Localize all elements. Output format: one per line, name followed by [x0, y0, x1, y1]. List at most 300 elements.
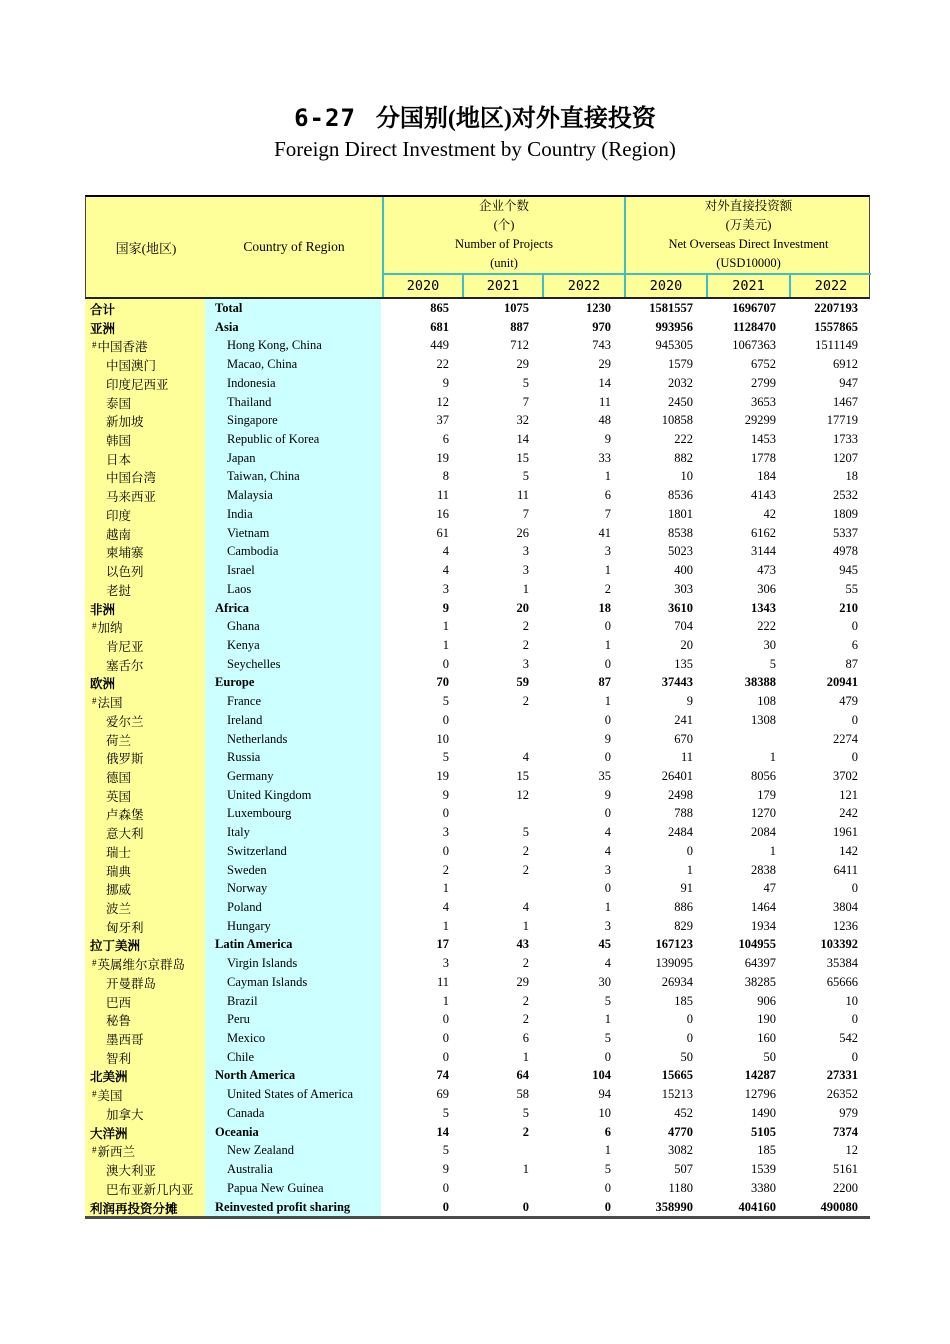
country-name-cn — [85, 823, 205, 842]
value-cell: 91 — [680, 881, 693, 896]
value-cell: 1490 — [751, 1105, 776, 1120]
value-cell: 2532 — [833, 488, 858, 503]
country-name-en: North America — [205, 1066, 381, 1085]
value-cell: 1 — [604, 900, 611, 914]
country-name-en: Hungary — [205, 917, 381, 936]
country-name-en: Switzerland — [205, 842, 381, 861]
value-cell: 9 — [442, 1162, 449, 1177]
value-cell: 26401 — [661, 768, 693, 783]
country-name-en: France — [205, 692, 381, 711]
value-cell: 5023 — [668, 544, 693, 559]
value-cell: 1308 — [751, 712, 776, 727]
year-header: 2022 — [789, 273, 871, 297]
value-cell: 35384 — [826, 956, 858, 971]
country-cn-text: 墨西哥 — [106, 1033, 144, 1048]
country-cn-text: 开曼群岛 — [106, 976, 157, 991]
country-name-cn — [85, 580, 205, 599]
country-cn-text: 日本 — [106, 452, 132, 467]
value-cell: 5 — [522, 469, 529, 484]
country-cn-text: 越南 — [106, 527, 132, 542]
country-name-cn — [85, 1085, 205, 1104]
value-cell — [461, 1179, 541, 1198]
value-cell: 788 — [674, 806, 693, 821]
value-cell: 48 — [598, 413, 611, 428]
value-cell: 2207193 — [814, 301, 858, 315]
country-cn-text: 巴西 — [106, 995, 132, 1010]
country-cn-text: 波兰 — [106, 902, 132, 916]
hash-mark: # — [92, 340, 97, 351]
country-name-cn — [85, 542, 205, 561]
value-cell: 2 — [522, 1124, 529, 1139]
value-cell: 1809 — [833, 506, 858, 521]
country-name-en: Indonesia — [205, 374, 381, 393]
value-cell: 829 — [674, 918, 693, 933]
value-cell: 15 — [516, 768, 529, 783]
value-cell: 5 — [442, 750, 449, 765]
value-cell: 5 — [442, 1143, 449, 1158]
value-cell: 1075 — [504, 301, 529, 315]
country-cn-text: 新西兰 — [97, 1145, 136, 1160]
value-cell: 29299 — [744, 413, 776, 428]
value-cell: 9 — [604, 787, 611, 802]
value-cell: 38285 — [744, 974, 776, 989]
value-cell: 5 — [769, 656, 776, 671]
year-header: 2021 — [462, 273, 542, 297]
value-cell: 70 — [436, 675, 449, 690]
value-cell: 6 — [604, 1124, 611, 1139]
value-cell: 11 — [516, 488, 529, 503]
country-name-cn — [85, 992, 205, 1011]
value-cell: 1511149 — [815, 338, 858, 353]
country-cn-text: 俄罗斯 — [106, 752, 144, 767]
value-cell: 0 — [604, 619, 611, 634]
value-cell: 37443 — [661, 675, 693, 690]
value-cell: 3144 — [751, 544, 776, 559]
value-cell: 2 — [522, 862, 529, 877]
country-name-en: Laos — [205, 580, 381, 599]
country-cn-text: 北美洲 — [90, 1070, 128, 1085]
country-name-en: Italy — [205, 823, 381, 842]
country-name-en: Cambodia — [205, 542, 381, 561]
country-name-cn — [85, 898, 205, 917]
value-cell: 404160 — [738, 1199, 776, 1214]
value-cell: 704 — [674, 619, 693, 634]
value-cell: 1 — [442, 619, 449, 634]
country-cn-text: 匈牙利 — [106, 920, 144, 935]
value-cell: 3380 — [751, 1180, 776, 1195]
value-cell: 5105 — [751, 1124, 776, 1139]
value-cell: 11 — [680, 750, 693, 765]
page-title — [0, 98, 950, 133]
value-cell: 4 — [604, 956, 611, 971]
value-cell: 222 — [757, 619, 776, 634]
value-cell: 2838 — [751, 862, 776, 877]
value-cell: 3 — [604, 544, 611, 559]
hash-mark: # — [92, 696, 97, 707]
country-name-en: Thailand — [205, 393, 381, 412]
value-cell: 0 — [604, 806, 611, 821]
header-investment-en: Net Overseas Direct Investment — [668, 237, 829, 251]
value-cell: 8536 — [668, 488, 693, 503]
header-investment-cn-unit: (万美元) — [725, 218, 772, 232]
value-cell: 670 — [674, 731, 693, 746]
value-cell: 2 — [522, 694, 529, 709]
country-name-en: Asia — [205, 318, 381, 337]
value-cell: 542 — [839, 1031, 858, 1046]
country-name-cn — [85, 1160, 205, 1179]
table-number: 6-27 — [294, 104, 356, 132]
value-cell: 167123 — [655, 937, 693, 952]
country-cn-text: 印度尼西亚 — [106, 377, 169, 392]
country-cn-text: 爱尔兰 — [106, 714, 144, 729]
value-cell: 0 — [442, 1199, 449, 1214]
header-projects-en-unit: (unit) — [490, 256, 518, 270]
value-cell: 1778 — [751, 450, 776, 465]
value-cell: 5337 — [833, 525, 858, 540]
value-cell: 1343 — [751, 600, 776, 615]
country-name-en: New Zealand — [205, 1141, 381, 1160]
value-cell: 449 — [430, 338, 449, 353]
country-cn-text: 秘鲁 — [106, 1014, 132, 1029]
country-cn-text: 老挝 — [106, 583, 132, 598]
value-cell: 1 — [769, 750, 776, 765]
value-cell: 0 — [522, 1199, 529, 1214]
value-cell: 184 — [757, 469, 776, 484]
value-cell: 50 — [763, 1049, 776, 1064]
value-cell: 50 — [680, 1049, 693, 1064]
value-cell: 1 — [522, 1049, 529, 1064]
value-cell: 2274 — [833, 731, 858, 746]
hash-mark: # — [92, 1089, 97, 1100]
value-cell: 5 — [442, 694, 449, 709]
country-name-en: India — [205, 505, 381, 524]
value-cell: 14 — [516, 432, 529, 447]
value-cell: 8 — [442, 469, 449, 484]
value-cell: 0 — [442, 843, 449, 858]
value-cell: 12796 — [744, 1087, 776, 1102]
country-name-cn — [85, 617, 205, 636]
country-name-en: Macao, China — [205, 355, 381, 374]
country-name-en: Virgin Islands — [205, 954, 381, 973]
year-header: 2022 — [542, 273, 624, 297]
value-cell: 1 — [604, 1012, 611, 1027]
value-cell: 104 — [592, 1068, 611, 1083]
value-cell: 6752 — [751, 357, 776, 372]
value-cell: 38388 — [744, 675, 776, 690]
value-cell: 15213 — [661, 1087, 693, 1102]
country-name-cn — [85, 730, 205, 749]
value-cell: 8056 — [751, 768, 776, 783]
value-cell — [461, 1141, 541, 1160]
value-cell: 6 — [604, 488, 611, 503]
value-cell: 2799 — [751, 375, 776, 390]
country-name-en: Israel — [205, 561, 381, 580]
value-cell: 29 — [516, 974, 529, 989]
value-cell: 5 — [604, 1162, 611, 1177]
value-cell: 190 — [757, 1012, 776, 1027]
value-cell: 1 — [442, 637, 449, 652]
value-cell: 6411 — [833, 862, 858, 877]
value-cell: 242 — [839, 806, 858, 821]
country-cn-text: 卢森堡 — [106, 808, 144, 823]
country-cn-text: 塞舌尔 — [106, 658, 144, 673]
country-cn-text: 加纳 — [97, 621, 123, 636]
value-cell: 0 — [686, 1031, 693, 1046]
value-cell: 3804 — [833, 900, 858, 914]
country-cn-text: 马来西亚 — [106, 490, 157, 505]
table-header — [85, 195, 870, 299]
header-country-cn: 国家(地区) — [115, 240, 177, 256]
value-cell: 1934 — [751, 918, 776, 933]
value-cell: 8538 — [668, 525, 693, 540]
country-name-cn — [85, 917, 205, 936]
country-name-cn — [85, 355, 205, 374]
value-cell: 12 — [845, 1143, 858, 1158]
value-cell: 6 — [442, 432, 449, 447]
value-cell: 4 — [442, 900, 449, 914]
country-cn-text: 非洲 — [90, 602, 116, 617]
value-cell: 74 — [436, 1068, 449, 1083]
country-name-en: Hong Kong, China — [205, 336, 381, 355]
value-cell: 3 — [522, 656, 529, 671]
value-cell: 5 — [604, 993, 611, 1008]
value-cell: 2 — [604, 581, 611, 596]
country-name-cn — [85, 1104, 205, 1123]
value-cell: 979 — [839, 1105, 858, 1120]
country-cn-text: 巴布亚新几内亚 — [106, 1182, 194, 1197]
value-cell: 2032 — [668, 375, 693, 390]
value-cell: 4 — [604, 825, 611, 840]
country-name-cn — [85, 561, 205, 580]
value-cell: 0 — [604, 1199, 611, 1214]
country-name-cn — [85, 336, 205, 355]
value-cell: 1539 — [751, 1162, 776, 1177]
value-cell: 0 — [442, 806, 449, 821]
value-cell: 10 — [845, 993, 858, 1008]
value-cell: 19 — [436, 450, 449, 465]
country-cn-text: 拉丁美洲 — [90, 939, 141, 954]
value-cell: 185 — [674, 993, 693, 1008]
country-name-cn — [85, 449, 205, 468]
value-cell: 1 — [442, 918, 449, 933]
title-english: Foreign Direct Investment by Country (Region) — [274, 137, 676, 161]
hash-mark: # — [92, 1145, 97, 1156]
value-cell: 94 — [598, 1087, 611, 1102]
value-cell: 3 — [442, 956, 449, 971]
value-cell: 10858 — [661, 413, 693, 428]
value-cell: 0 — [686, 1012, 693, 1027]
country-name-cn — [85, 374, 205, 393]
value-cell: 865 — [430, 301, 449, 315]
header-projects-en: Number of Projects — [455, 237, 553, 251]
value-cell: 1067363 — [732, 338, 776, 353]
value-cell: 1230 — [586, 301, 611, 315]
value-cell — [461, 730, 541, 749]
country-name-cn — [85, 1048, 205, 1067]
country-cn-text: 柬埔寨 — [106, 546, 144, 561]
value-cell: 47 — [763, 881, 776, 896]
value-cell: 135 — [674, 656, 693, 671]
country-cn-text: 肯尼亚 — [106, 639, 144, 654]
value-cell: 1128470 — [732, 319, 776, 334]
header-investment-cn: 对外直接投资额 — [704, 199, 793, 213]
value-cell: 17 — [436, 937, 449, 952]
country-cn-text: 智利 — [106, 1051, 132, 1066]
country-cn-text: 印度 — [106, 508, 132, 523]
country-name-en: Total — [205, 299, 381, 318]
value-cell: 1 — [604, 469, 611, 484]
value-cell: 103392 — [820, 937, 858, 952]
fdi-table — [85, 195, 870, 1219]
value-cell: 3 — [522, 544, 529, 559]
value-cell: 210 — [839, 600, 858, 615]
country-cn-text: 瑞士 — [106, 845, 132, 860]
value-cell: 2 — [522, 1012, 529, 1027]
value-cell: 18 — [598, 600, 611, 615]
value-cell: 3702 — [833, 768, 858, 783]
value-cell: 12 — [436, 394, 449, 409]
value-cell: 64 — [516, 1068, 529, 1083]
value-cell: 185 — [757, 1143, 776, 1158]
country-cn-text: 中国澳门 — [106, 359, 157, 374]
value-cell: 20 — [516, 600, 529, 615]
value-cell: 1236 — [833, 918, 858, 933]
value-cell: 1801 — [668, 506, 693, 521]
country-cn-text: 英属维尔京群岛 — [97, 958, 186, 973]
value-cell: 1557865 — [814, 319, 858, 334]
value-cell: 2 — [442, 862, 449, 877]
country-cn-text: 挪威 — [106, 883, 132, 898]
value-cell: 35 — [598, 768, 611, 783]
value-cell — [461, 804, 541, 823]
value-cell: 1207 — [833, 450, 858, 465]
country-name-en: Norway — [205, 879, 381, 898]
country-name-cn — [85, 935, 205, 954]
value-cell: 1961 — [833, 825, 858, 840]
country-name-en: Singapore — [205, 411, 381, 430]
value-cell — [461, 711, 541, 730]
value-cell: 479 — [839, 694, 858, 709]
value-cell: 121 — [839, 787, 858, 802]
country-cn-text: 亚洲 — [90, 321, 116, 336]
value-cell: 7 — [604, 506, 611, 521]
country-name-cn — [85, 692, 205, 711]
hash-mark: # — [92, 621, 97, 632]
value-cell: 1579 — [668, 357, 693, 372]
country-cn-text: 中国香港 — [97, 340, 148, 355]
value-cell: 26 — [516, 525, 529, 540]
value-cell: 5 — [604, 1031, 611, 1046]
value-cell: 30 — [598, 974, 611, 989]
value-cell: 17719 — [826, 413, 858, 428]
country-name-cn — [85, 411, 205, 430]
country-name-en: United States of America — [205, 1085, 381, 1104]
value-cell: 4 — [522, 750, 529, 765]
value-cell: 0 — [851, 712, 858, 727]
value-cell: 2084 — [751, 825, 776, 840]
country-name-cn — [85, 393, 205, 412]
country-name-en: Mexico — [205, 1029, 381, 1048]
value-cell: 26352 — [826, 1087, 858, 1102]
country-name-cn — [85, 1123, 205, 1142]
value-cell: 1696707 — [732, 301, 776, 315]
country-name-cn — [85, 1141, 205, 1160]
value-cell: 11 — [436, 488, 449, 503]
country-name-cn — [85, 1198, 205, 1217]
value-cell: 9 — [442, 600, 449, 615]
country-cn-text: 中国台湾 — [106, 471, 157, 486]
value-cell — [461, 879, 541, 898]
value-cell: 3 — [604, 918, 611, 933]
value-cell: 12 — [516, 787, 529, 802]
country-name-cn — [85, 1179, 205, 1198]
value-cell: 1 — [604, 1143, 611, 1158]
country-name-en: Ghana — [205, 617, 381, 636]
value-cell: 27331 — [826, 1068, 858, 1083]
value-cell: 42 — [763, 506, 776, 521]
value-cell: 6162 — [751, 525, 776, 540]
country-name-en: Vietnam — [205, 524, 381, 543]
value-cell: 1 — [522, 918, 529, 933]
value-cell: 5 — [522, 1105, 529, 1120]
value-cell — [705, 730, 788, 749]
value-cell: 400 — [674, 563, 693, 578]
country-name-cn — [85, 524, 205, 543]
value-cell: 11 — [598, 394, 611, 409]
value-cell: 452 — [674, 1105, 693, 1120]
value-cell: 2 — [522, 637, 529, 652]
value-cell: 743 — [592, 338, 611, 353]
value-cell: 4 — [442, 563, 449, 578]
value-cell: 5161 — [833, 1162, 858, 1177]
value-cell: 2498 — [668, 787, 693, 802]
value-cell: 1 — [522, 581, 529, 596]
value-cell: 993956 — [655, 319, 693, 334]
country-name-en: Republic of Korea — [205, 430, 381, 449]
value-cell: 0 — [442, 1031, 449, 1046]
country-name-en: Seychelles — [205, 655, 381, 674]
country-cn-text: 以色列 — [106, 565, 144, 580]
value-cell: 37 — [436, 413, 449, 428]
value-cell: 5 — [522, 825, 529, 840]
value-cell: 1733 — [833, 432, 858, 447]
value-cell: 1453 — [751, 432, 776, 447]
country-name-en: Canada — [205, 1104, 381, 1123]
value-cell: 59 — [516, 675, 529, 690]
value-cell: 1581557 — [649, 301, 693, 315]
value-cell: 22 — [436, 357, 449, 372]
header-investment-en-unit: (USD10000) — [716, 256, 781, 270]
value-cell: 10 — [598, 1105, 611, 1120]
value-cell: 4978 — [833, 544, 858, 559]
value-cell: 3610 — [668, 600, 693, 615]
value-cell: 1 — [686, 862, 693, 877]
header-investment-group — [624, 197, 871, 273]
country-name-en: Taiwan, China — [205, 467, 381, 486]
country-cn-text: 意大利 — [106, 827, 144, 842]
value-cell: 58 — [516, 1087, 529, 1102]
value-cell: 45 — [598, 937, 611, 952]
value-cell: 6 — [522, 1031, 529, 1046]
value-cell: 16 — [436, 506, 449, 521]
country-name-en: Ireland — [205, 711, 381, 730]
country-name-cn — [85, 599, 205, 618]
country-name-cn — [85, 748, 205, 767]
country-cn-text: 利润再投资分摊 — [90, 1201, 178, 1216]
value-cell: 69 — [436, 1087, 449, 1102]
year-header: 2020 — [624, 273, 706, 297]
value-cell: 4770 — [668, 1124, 693, 1139]
